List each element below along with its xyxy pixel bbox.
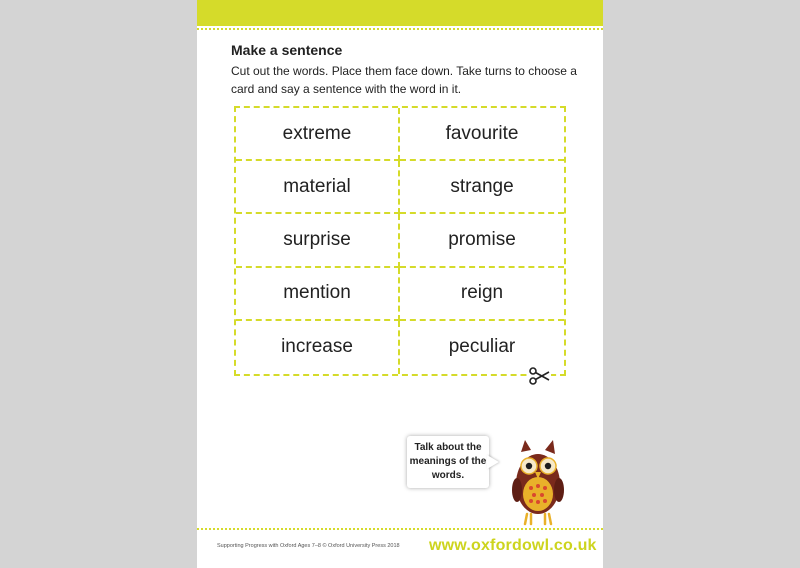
speech-bubble-tail [487, 455, 499, 469]
bottom-dotted-divider [197, 528, 603, 530]
word-card-grid [234, 106, 566, 376]
website-link[interactable]: www.oxfordowl.co.uk [429, 537, 597, 554]
word-card: strange [400, 161, 564, 214]
scissors-icon [529, 366, 551, 386]
speech-bubble: Talk about the meanings of the words. [407, 436, 489, 488]
word-card: surprise [236, 214, 400, 267]
top-banner [197, 0, 603, 26]
top-dotted-divider [197, 28, 603, 30]
word-card: extreme [236, 108, 400, 161]
worksheet-page [197, 0, 603, 568]
instructions-text: Cut out the words. Place them face down. Take turns to choose a card and say a sentence with the word in it. [231, 64, 577, 96]
word-card: material [236, 161, 400, 214]
word-card: favourite [400, 108, 564, 161]
word-card: peculiar [448, 336, 516, 358]
word-card: mention [236, 268, 400, 321]
word-card: reign [400, 268, 564, 321]
copyright-footer: Supporting Progress with Oxford Ages 7–8 © Oxford University Press 2018 [217, 543, 400, 549]
page-title: Make a sentence [231, 42, 343, 58]
owl-mascot-icon [507, 438, 569, 530]
word-card: increase [236, 321, 400, 374]
word-card: promise [400, 214, 564, 267]
